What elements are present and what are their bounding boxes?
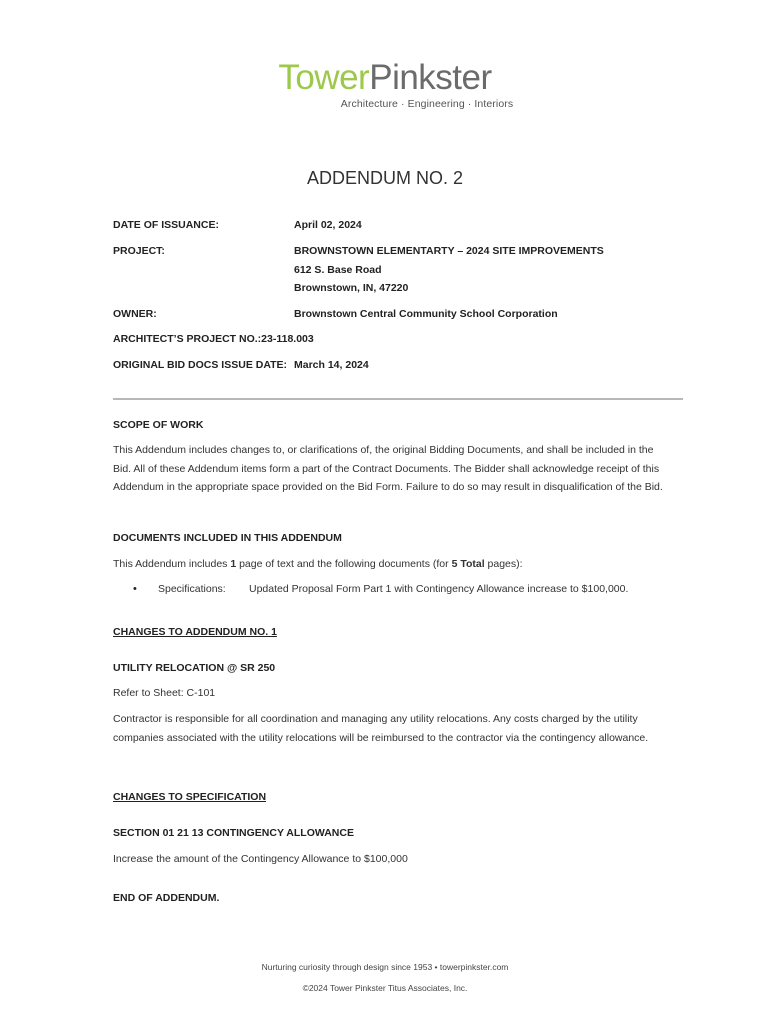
bullet-icon: •	[133, 583, 137, 595]
company-logo	[0, 58, 770, 110]
logo-wordmark	[0, 58, 770, 98]
bullet-text: Updated Proposal Form Part 1 with Contingency Allowance increase to $100,000.	[249, 583, 629, 595]
project-label: PROJECT:	[113, 245, 165, 257]
owner-value: Brownstown Central Community School Corporation	[294, 308, 558, 320]
section-divider	[113, 398, 683, 400]
bullet-label: Specifications:	[158, 583, 226, 595]
end-of-addendum: END OF ADDENDUM.	[113, 892, 220, 904]
original-bid-date-label: ORIGINAL BID DOCS ISSUE DATE:	[113, 359, 288, 371]
documents-text-pre: This Addendum includes	[113, 558, 231, 570]
scope-heading: SCOPE OF WORK	[113, 419, 204, 431]
utility-relocation-heading: UTILITY RELOCATION @ SR 250	[113, 662, 276, 674]
changes-specification-heading: CHANGES TO SPECIFICATION	[113, 791, 267, 803]
document-title: ADDENDUM NO. 2	[306, 168, 463, 188]
footer-copyright: ©2024 Tower Pinkster Titus Associates, Inc.	[302, 983, 468, 993]
contingency-section-heading: SECTION 01 21 13 CONTINGENCY ALLOWANCE	[113, 827, 354, 839]
logo-tagline: Architecture · Engineering · Interiors	[340, 98, 514, 110]
contingency-paragraph: Increase the amount of the Contingency Allowance to $100,000	[113, 853, 408, 865]
footer-tagline: Nurturing curiosity through design since 1953 • towerpinkster.com	[261, 962, 509, 972]
documents-text-mid: page of text and the following documents (for	[236, 558, 452, 570]
date-value: April 02, 2024	[294, 219, 362, 231]
project-address-street: 612 S. Base Road	[294, 264, 382, 276]
date-label: DATE OF ISSUANCE:	[113, 219, 219, 231]
project-address-city: Brownstown, IN, 47220	[294, 282, 409, 294]
owner-label: OWNER:	[113, 308, 157, 320]
utility-relocation-paragraph: Contractor is responsible for all coordination and managing any utility relocations. Any costs charged by the utility companies associated with the utility relocations will be reimbursed to the contractor via the contingency allowance.	[113, 713, 649, 744]
scope-paragraph: This Addendum includes changes to, or clarifications of, the original Bidding Documents, and shall be included in the Bid. All of these Addendum items form a part of the Contract Documents. The Bidder shall acknowledge receipt of this Addendum in the appropriate space provided on the Bid Form. Failure to do so may result in disqualification of the Bid.	[113, 444, 663, 493]
logo-pinkster-text: Pinkster	[369, 58, 492, 97]
documents-paragraph	[113, 555, 673, 574]
original-bid-date-value: March 14, 2024	[294, 359, 369, 371]
refer-to-sheet: Refer to Sheet: C-101	[113, 687, 216, 699]
documents-total: 5 Total	[451, 558, 485, 570]
documents-page-count: 1	[230, 558, 237, 570]
project-name: BROWNSTOWN ELEMENTARTY – 2024 SITE IMPROVEMENTS	[294, 245, 604, 257]
architect-project-number: ARCHITECT’S PROJECT NO.:23-118.003	[113, 333, 314, 345]
logo-tower-text: Tower	[278, 58, 370, 97]
documents-text-post: pages):	[484, 558, 523, 570]
documents-heading: DOCUMENTS INCLUDED IN THIS ADDENDUM	[113, 532, 342, 544]
changes-addendum-heading: CHANGES TO ADDENDUM NO. 1	[113, 626, 277, 638]
